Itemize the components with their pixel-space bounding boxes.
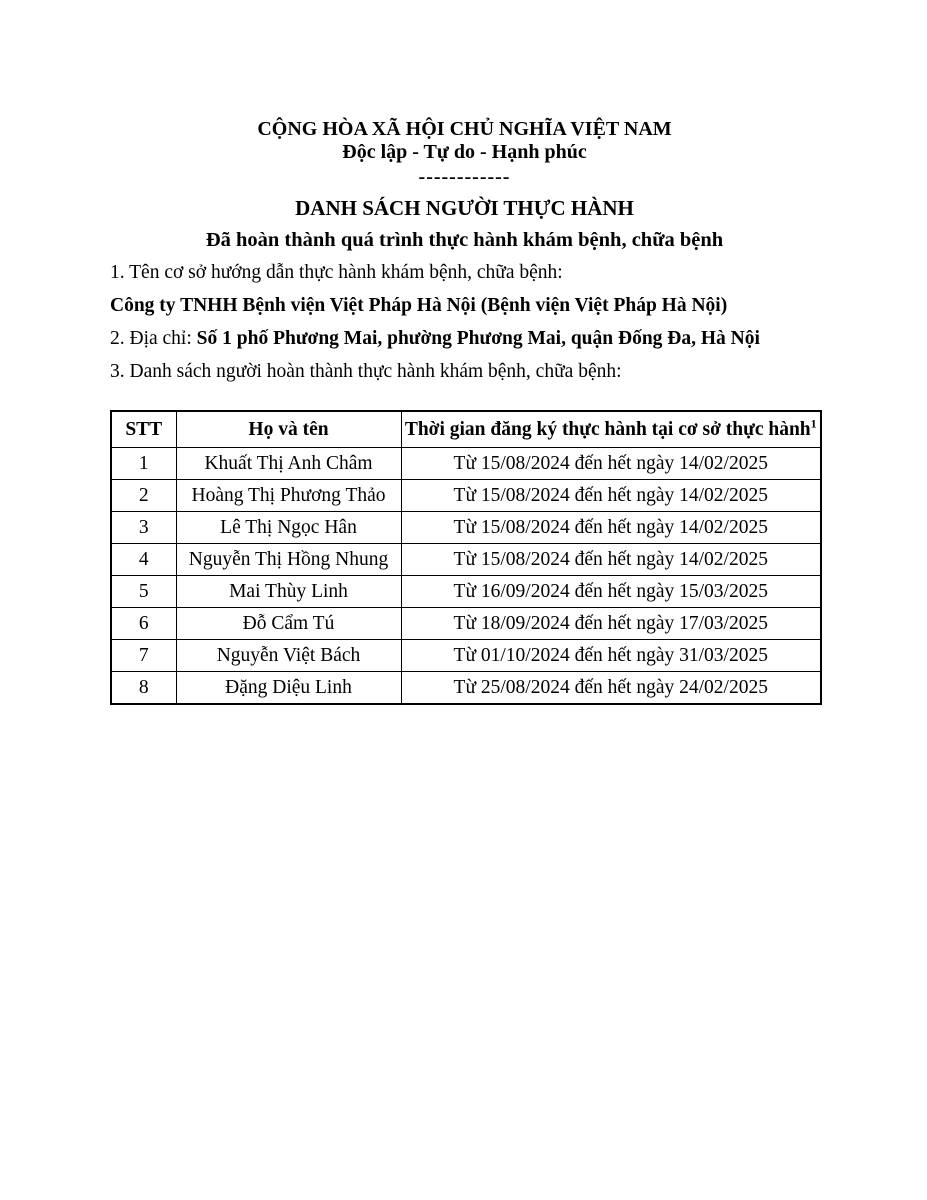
footnote-marker: 1 (810, 416, 817, 430)
cell-stt: 8 (111, 672, 176, 705)
cell-name: Hoàng Thị Phương Thảo (176, 480, 401, 512)
table-row (111, 640, 821, 672)
table-row (111, 448, 821, 480)
cell-period: Từ 15/08/2024 đến hết ngày 14/02/2025 (401, 544, 821, 576)
cell-period: Từ 15/08/2024 đến hết ngày 14/02/2025 (401, 448, 821, 480)
table-row (111, 576, 821, 608)
national-motto-line2: Độc lập - Tự do - Hạnh phúc (342, 141, 587, 163)
cell-stt: 6 (111, 608, 176, 640)
item2-address-line (110, 322, 819, 355)
practitioner-table (110, 410, 822, 705)
cell-name: Đỗ Cẩm Tú (176, 608, 401, 640)
table-header-name: Họ và tên (176, 411, 401, 448)
table-header-period (401, 411, 821, 448)
national-motto-line1: CỘNG HÒA XÃ HỘI CHỦ NGHĨA VIỆT NAM (257, 118, 672, 140)
table-row (111, 480, 821, 512)
item2-address-label: 2. Địa chỉ: (110, 328, 197, 349)
cell-period: Từ 01/10/2024 đến hết ngày 31/03/2025 (401, 640, 821, 672)
table-header-row (111, 411, 821, 448)
table-row (111, 544, 821, 576)
item2-address-value: Số 1 phố Phương Mai, phường Phương Mai, quận Đống Đa, Hà Nội (196, 328, 760, 349)
cell-name: Nguyễn Thị Hồng Nhung (176, 544, 401, 576)
cell-period: Từ 18/09/2024 đến hết ngày 17/03/2025 (401, 608, 821, 640)
table-header-stt: STT (111, 411, 176, 448)
cell-name: Đặng Diệu Linh (176, 672, 401, 705)
cell-period: Từ 25/08/2024 đến hết ngày 24/02/2025 (401, 672, 821, 705)
cell-name: Khuất Thị Anh Châm (176, 448, 401, 480)
table-header-period-text: Thời gian đăng ký thực hành tại cơ sở thực hành (404, 418, 811, 440)
cell-period: Từ 15/08/2024 đến hết ngày 14/02/2025 (401, 480, 821, 512)
cell-stt: 7 (111, 640, 176, 672)
separator-dashes: ------------ (418, 166, 511, 188)
table-row (111, 512, 821, 544)
cell-stt: 1 (111, 448, 176, 480)
page-title: DANH SÁCH NGƯỜI THỰC HÀNH (295, 196, 634, 220)
cell-stt: 5 (111, 576, 176, 608)
cell-stt: 4 (111, 544, 176, 576)
cell-period: Từ 15/08/2024 đến hết ngày 14/02/2025 (401, 512, 821, 544)
cell-name: Mai Thùy Linh (176, 576, 401, 608)
cell-name: Lê Thị Ngọc Hân (176, 512, 401, 544)
page-subtitle: Đã hoàn thành quá trình thực hành khám bệnh, chữa bệnh (205, 229, 724, 251)
cell-period: Từ 16/09/2024 đến hết ngày 15/03/2025 (401, 576, 821, 608)
table-row (111, 672, 821, 705)
cell-stt: 2 (111, 480, 176, 512)
cell-name: Nguyễn Việt Bách (176, 640, 401, 672)
table-row (111, 608, 821, 640)
item3-list-label: 3. Danh sách người hoàn thành thực hành khám bệnh, chữa bệnh: (110, 361, 622, 382)
item1-facility-name: Công ty TNHH Bệnh viện Việt Pháp Hà Nội (Bệnh viện Việt Pháp Hà Nội) (110, 295, 728, 316)
cell-stt: 3 (111, 512, 176, 544)
item1-facility-label: 1. Tên cơ sở hướng dẫn thực hành khám bệnh, chữa bệnh: (110, 262, 563, 283)
